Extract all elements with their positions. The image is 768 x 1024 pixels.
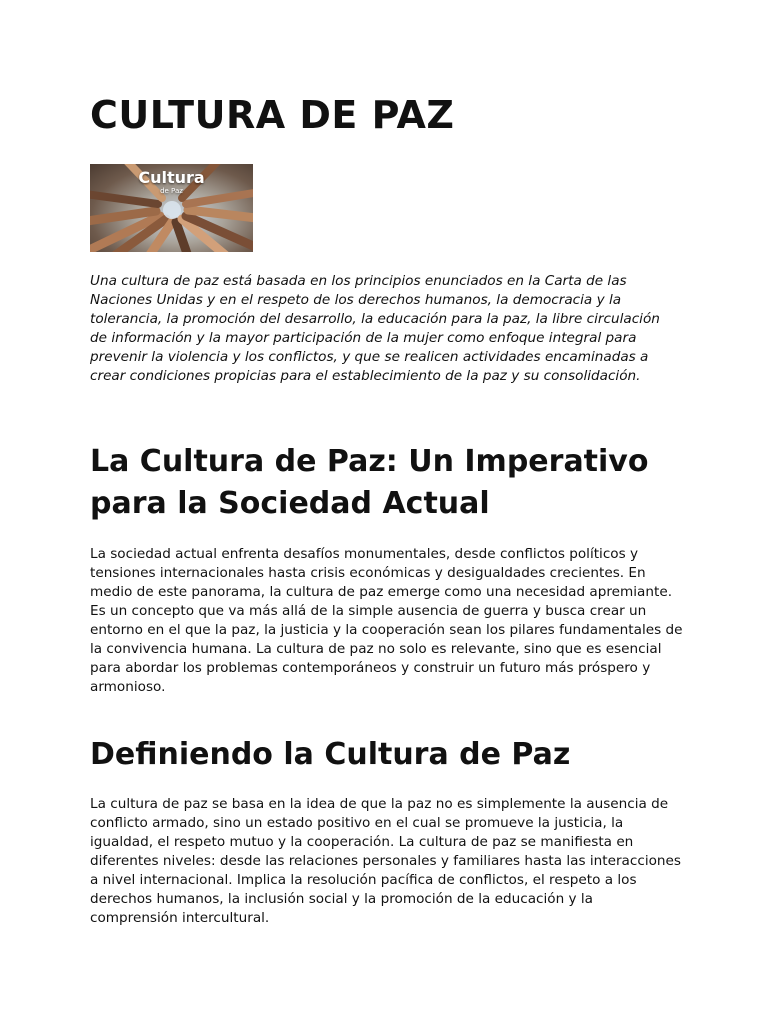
hero-image: [90, 164, 253, 252]
section-heading-definiendo: Definiendo la Cultura de Paz: [90, 737, 571, 772]
section-body-imperativo: La sociedad actual enfrenta desafíos monumentales, desde conflictos políticos y tensiones internacionales hasta crisis económicas y desigualdades crecientes. En medio de este panorama, la cultura de paz emerge como una necesidad apremiante. Es un concepto que va más allá de la simple ausencia de guerra y busca crear un entorno en el que la paz, la justicia y la cooperación sean los pilares fundamentales de la convivencia humana. La cultura de paz no solo es relevante, sino que es esencial para abordar los problemas contemporáneos y construir un futuro más próspero y armonioso.: [90, 546, 683, 695]
section-heading-imperativo: La Cultura de Paz: Un Imperativo para la Sociedad Actual: [90, 444, 649, 521]
page-title: CULTURA DE PAZ: [90, 93, 455, 137]
section-body-definiendo: La cultura de paz se basa en la idea de que la paz no es simplemente la ausencia de conflicto armado, sino un estado positivo en el cual se promueve la justicia, la igualdad, el respeto mutuo y la cooperación. La cultura de paz se manifiesta en diferentes niveles: desde las relaciones personales y familiares hasta las interacciones a nivel internacional. Implica la resolución pacífica de conflictos, el respeto a los derechos humanos, la inclusión social y la promoción de la educación y la comprensión intercultural.: [90, 796, 681, 926]
hero-caption-main: Cultura: [138, 168, 205, 187]
hero-caption-sub: de Paz: [160, 187, 183, 195]
intro-paragraph: Una cultura de paz está basada en los principios enunciados en la Carta de las Naciones Unidas y en el respeto de los derechos humanos, la democracia y la tolerancia, la promoción del desarrollo, la educación para la paz, la libre circulación de información y la mayor participación de la mujer como enfoque integral para prevenir la violencia y los conflictos, y que se realicen actividades encaminadas a crear condiciones propicias para el establecimiento de la paz y su consolidación.: [90, 273, 660, 384]
